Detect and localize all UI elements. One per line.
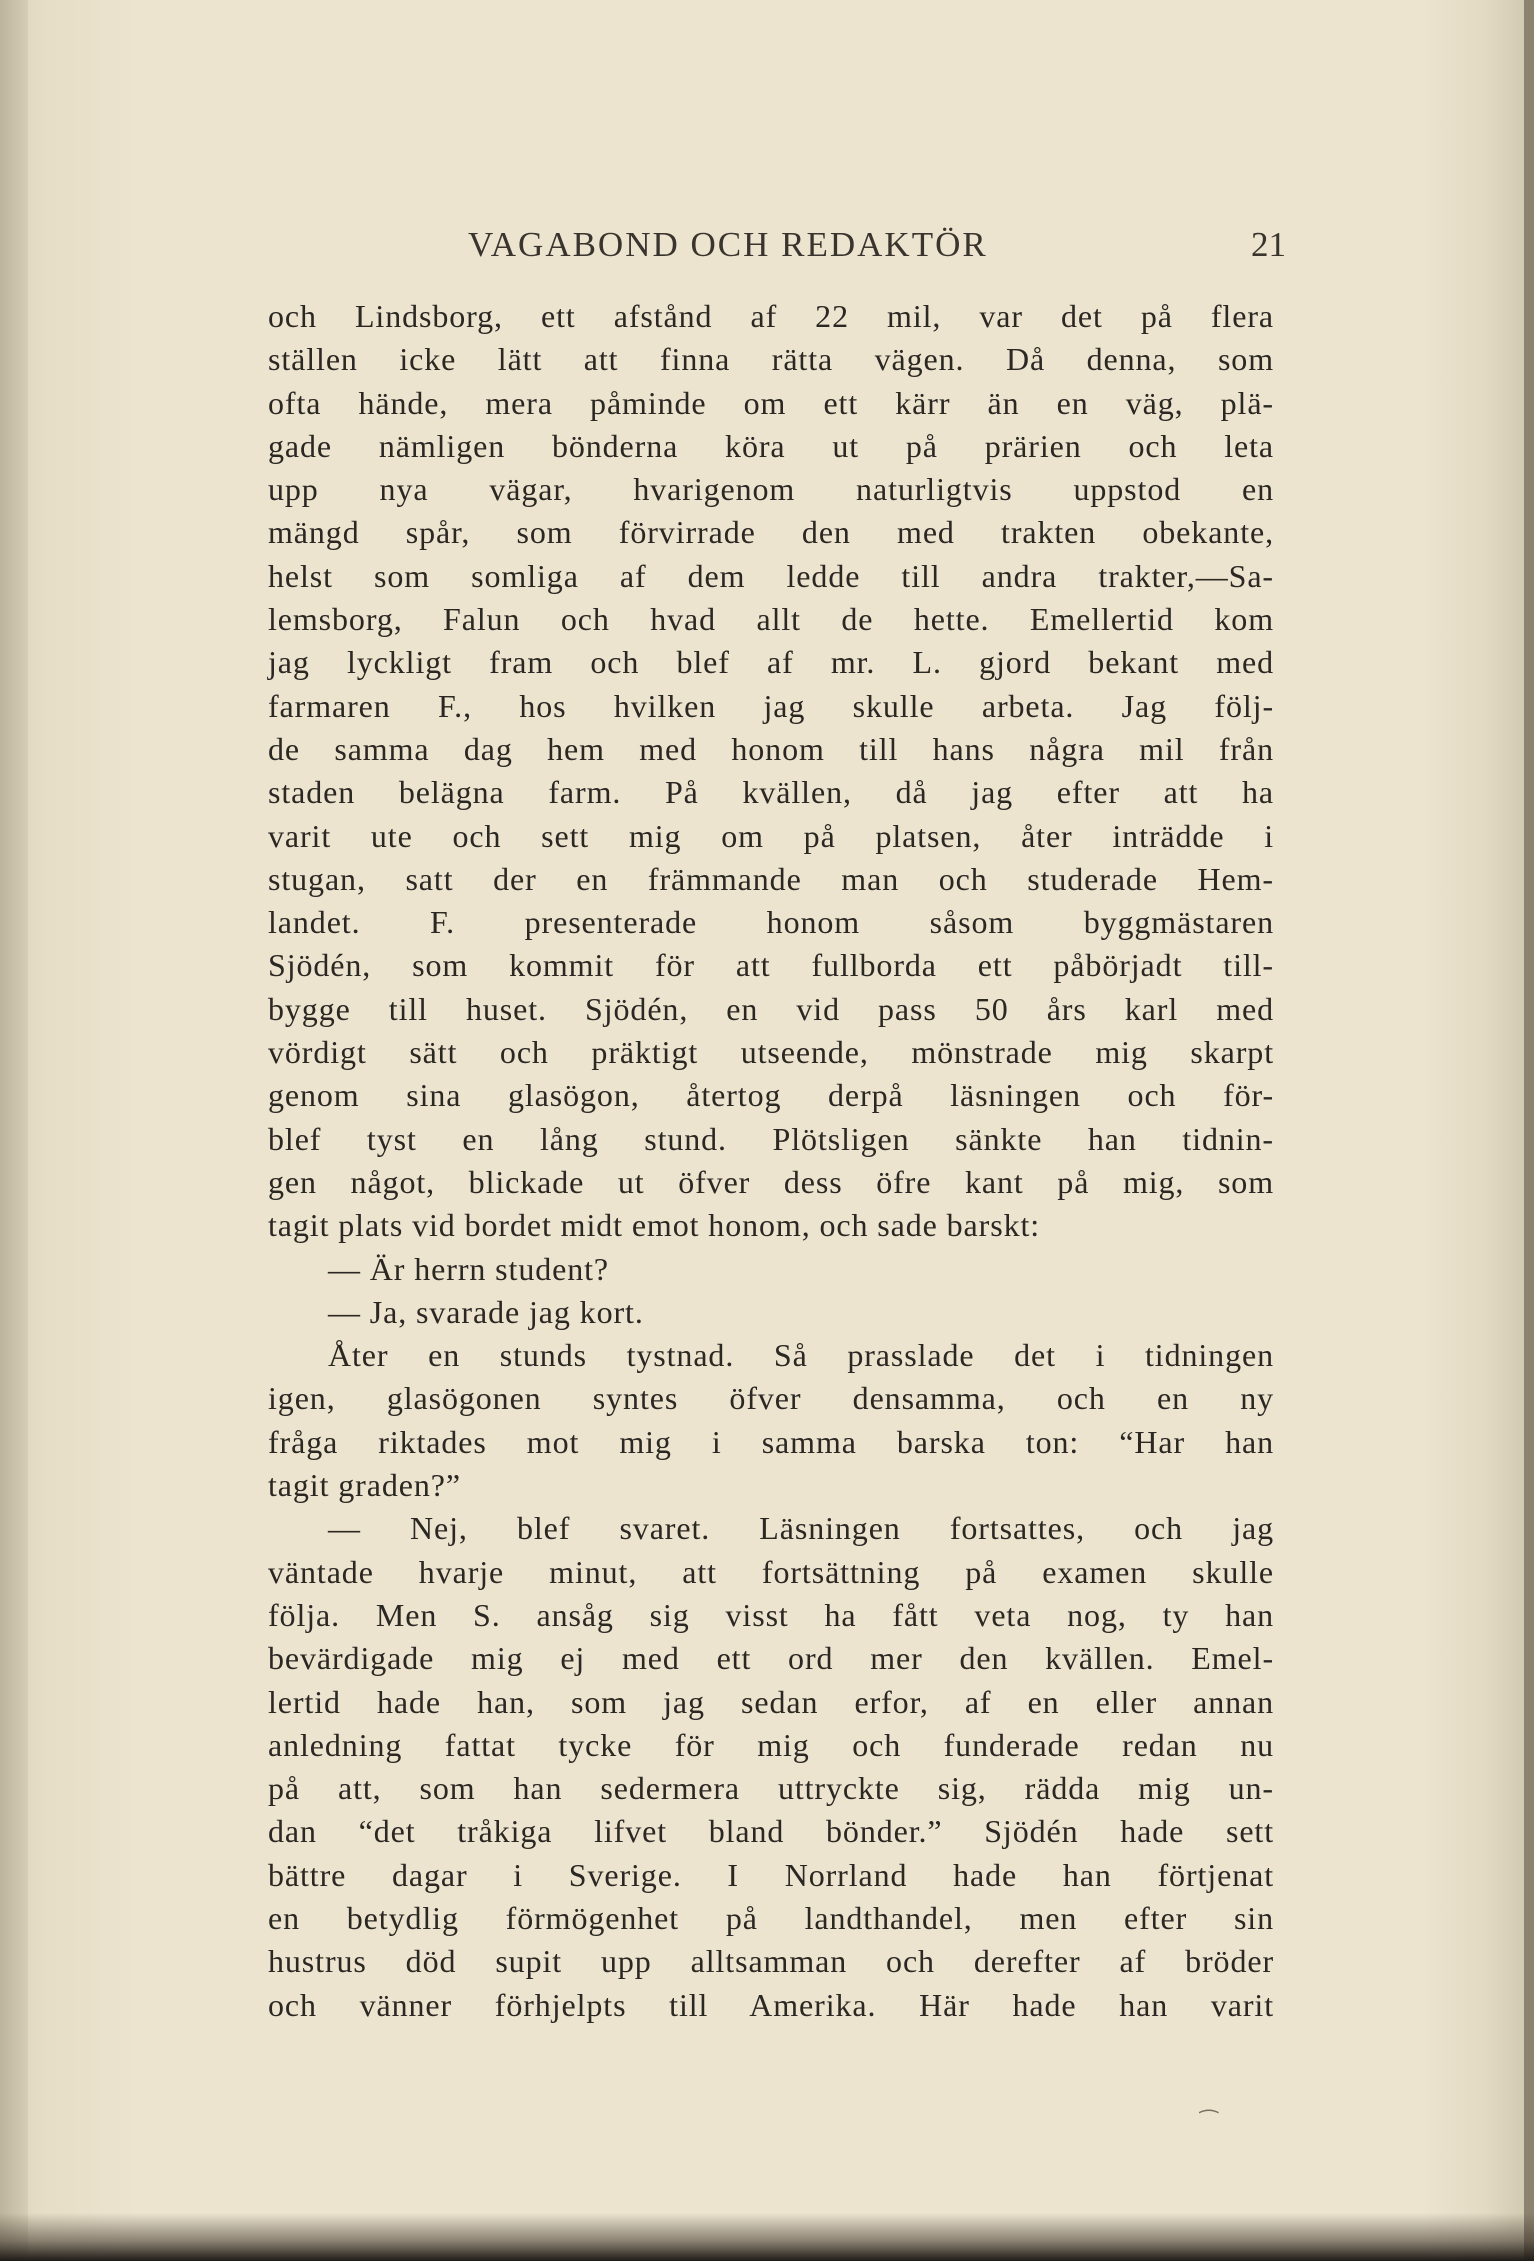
text-line: på att, som han sedermera uttryckte sig, rädda mig un- bbox=[268, 1770, 1274, 1807]
text-line: upp nya vägar, hvarigenom naturligtvis uppstod en bbox=[268, 471, 1274, 508]
text-line: lemsborg, Falun och hvad allt de hette. Emellertid kom bbox=[268, 601, 1274, 638]
dialogue-line: — Ja, svarade jag kort. bbox=[328, 1293, 644, 1330]
page-right-edge bbox=[1524, 0, 1534, 2261]
text-line: vördigt sätt och präktigt utseende, mönstrade mig skarpt bbox=[268, 1034, 1274, 1071]
text-line: bygge till huset. Sjödén, en vid pass 50 års karl med bbox=[268, 990, 1274, 1027]
text-line: ställen icke lätt att finna rätta vägen. Då denna, som bbox=[268, 341, 1274, 378]
text-line: helst som somliga af dem ledde till andra trakter,—Sa- bbox=[268, 557, 1274, 594]
text-line: bättre dagar i Sverige. I Norrland hade han förtjenat bbox=[268, 1856, 1274, 1893]
text-line: ofta hände, mera påminde om ett kärr än en väg, plä- bbox=[268, 384, 1274, 421]
page-header bbox=[268, 225, 1286, 275]
text-line: en betydlig förmögenhet på landthandel, men efter sin bbox=[268, 1899, 1274, 1936]
page-binding-edge bbox=[0, 0, 28, 2261]
dialogue-line: — Nej, blef svaret. Läsningen fortsattes, och jag bbox=[328, 1510, 1274, 1547]
text-line: hustrus död supit upp alltsamman och derefter af bröder bbox=[268, 1943, 1274, 1980]
text-line: blef tyst en lång stund. Plötsligen sänkte han tidnin- bbox=[268, 1120, 1274, 1157]
text-line: gen något, blickade ut öfver dess öfre kant på mig, som bbox=[268, 1163, 1274, 1200]
text-line: landet. F. presenterade honom såsom byggmästaren bbox=[268, 904, 1274, 941]
stray-pencil-mark: ⁀ bbox=[1200, 2110, 1218, 2135]
text-line: mängd spår, som förvirrade den med trakten obekante, bbox=[268, 514, 1274, 551]
text-line: dan “det tråkiga lifvet bland bönder.” Sjödén hade sett bbox=[268, 1813, 1274, 1850]
text-line: tagit graden?” bbox=[268, 1467, 461, 1504]
page-number: 21 bbox=[1251, 225, 1286, 264]
text-line: och vänner förhjelpts till Amerika. Här hade han varit bbox=[268, 1986, 1274, 2023]
text-line: Sjödén, som kommit för att fullborda ett påbörjadt till- bbox=[268, 947, 1274, 984]
dialogue-line: — Är herrn student? bbox=[328, 1250, 610, 1287]
text-line: jag lyckligt fram och blef af mr. L. gjord bekant med bbox=[268, 644, 1274, 681]
text-line: varit ute och sett mig om på platsen, åter inträdde i bbox=[268, 817, 1274, 854]
text-line: Åter en stunds tystnad. Så prasslade det i tidningen bbox=[328, 1337, 1274, 1374]
body-text bbox=[268, 295, 1274, 2027]
text-line: och Lindsborg, ett afstånd af 22 mil, var det på flera bbox=[268, 298, 1274, 334]
text-line: anledning fattat tycke för mig och funderade redan nu bbox=[268, 1726, 1274, 1763]
text-line: väntade hvarje minut, att fortsättning på examen skulle bbox=[268, 1553, 1274, 1590]
text-line: staden belägna farm. På kvällen, då jag efter att ha bbox=[268, 774, 1274, 811]
text-line: lertid hade han, som jag sedan erfor, af en eller annan bbox=[268, 1683, 1274, 1720]
text-line: följa. Men S. ansåg sig visst ha fått veta nog, ty han bbox=[268, 1596, 1274, 1633]
text-line: farmaren F., hos hvilken jag skulle arbeta. Jag följ- bbox=[268, 687, 1274, 724]
text-line: de samma dag hem med honom till hans några mil från bbox=[268, 730, 1274, 767]
text-line: genom sina glasögon, återtog derpå läsningen och för- bbox=[268, 1077, 1274, 1114]
running-title: VAGABOND OCH REDAKTÖR bbox=[468, 225, 988, 264]
text-line: gade nämligen bönderna köra ut på prärien och leta bbox=[268, 427, 1274, 464]
text-line: fråga riktades mot mig i samma barska ton: “Har han bbox=[268, 1423, 1274, 1460]
text-line: igen, glasögonen syntes öfver densamma, och en ny bbox=[268, 1380, 1274, 1417]
scan-bottom-shadow bbox=[0, 2213, 1534, 2261]
text-line: stugan, satt der en främmande man och studerade Hem- bbox=[268, 860, 1274, 897]
text-line: bevärdigade mig ej med ett ord mer den kvällen. Emel- bbox=[268, 1640, 1274, 1677]
text-line: tagit plats vid bordet midt emot honom, och sade barskt: bbox=[268, 1207, 1041, 1244]
